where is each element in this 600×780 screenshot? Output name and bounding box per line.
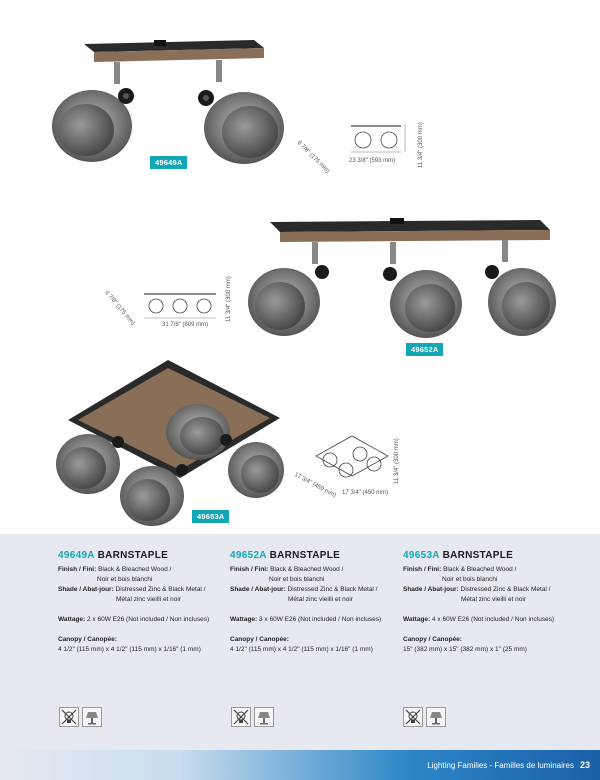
finish-value-en: Black & Bleached Wood / (270, 566, 344, 573)
shade-label: Shade / Abat-jour: (230, 586, 286, 593)
dimension-height-49652a: 11 3/4" (300 mm) (226, 276, 232, 322)
dimension-height-49649a: 11 3/4" (300 mm) (418, 122, 424, 168)
shade-label: Shade / Abat-jour: (58, 586, 114, 593)
dimension-width-49649a: 23 3/8" (593 mm) (349, 158, 396, 164)
page-number: 23 (579, 760, 590, 770)
spec-name: BARNSTAPLE (442, 550, 514, 561)
spec-title (403, 550, 588, 561)
finish-value-fr: Noir et bois blanchi (269, 576, 325, 583)
dimension-height-49653a: 11 3/4" (300 mm) (394, 438, 400, 484)
dimension-sketch-49652a (140, 288, 220, 320)
shade-value-fr: Métal zinc vieilli et noir (116, 596, 182, 603)
dimension-width-49653a: 17 3/4" (450 mm) (342, 490, 389, 496)
product-photo-49653a (48, 358, 288, 528)
canopy-label: Canopy / Canopée: (58, 636, 117, 643)
finish-label: Finish / Fini: (58, 566, 97, 573)
no-dimmer-icon (403, 707, 423, 727)
wattage-value: 2 x 60W E26 (Not included / Non incluses) (87, 616, 210, 623)
finish-value-en: Black & Bleached Wood / (443, 566, 517, 573)
product-photo-49652a (240, 212, 558, 342)
dimension-depth-49652a: 6 7/8" (175 mm) (103, 290, 136, 327)
finish-value-en: Black & Bleached Wood / (98, 566, 172, 573)
spec-code: 49649A (58, 550, 95, 561)
product-code-tag-49649a: 49649A (150, 156, 187, 169)
spec-name: BARNSTAPLE (269, 550, 341, 561)
shade-value-en: Distressed Zinc & Black Metal / (460, 586, 551, 593)
lamp-type-icon (426, 707, 446, 727)
finish-value-fr: Noir et bois blanchi (442, 576, 498, 583)
wattage-label: Wattage: (58, 616, 86, 623)
footer-title: Lighting Families - Familles de luminaires (427, 761, 574, 770)
wattage-label: Wattage: (230, 616, 258, 623)
wattage-label: Wattage: (403, 616, 431, 623)
no-dimmer-icon (59, 707, 79, 727)
spec-column-49652a (230, 550, 415, 655)
canopy-value: 4 1/2" (115 mm) x 4 1/2" (115 mm) x 1/16" (1 mm) (58, 646, 201, 653)
canopy-label: Canopy / Canopée: (403, 636, 462, 643)
finish-value-fr: Noir et bois blanchi (97, 576, 153, 583)
shade-value-fr: Métal zinc vieilli et noir (461, 596, 527, 603)
spec-title (230, 550, 415, 561)
shade-value-fr: Métal zinc vieilli et noir (288, 596, 354, 603)
dimension-sketch-49649a (345, 120, 407, 156)
dimension-width-49652a: 31 7/8" (809 mm) (162, 322, 209, 328)
shade-value-en: Distressed Zinc & Black Metal / (115, 586, 206, 593)
product-code-tag-49653a: 49653A (192, 510, 229, 523)
finish-label: Finish / Fini: (230, 566, 269, 573)
no-dimmer-icon (231, 707, 251, 727)
lamp-type-icon (82, 707, 102, 727)
spec-name: BARNSTAPLE (97, 550, 169, 561)
product-photo-49649a (44, 34, 284, 174)
shade-value-en: Distressed Zinc & Black Metal / (287, 586, 378, 593)
footer (427, 751, 590, 779)
spec-column-49653a (403, 550, 588, 655)
dimension-depth-49649a: 6 7/8" (175 mm) (295, 140, 331, 175)
dimension-depth-49653a: 17 3/4" (450 mm) (293, 472, 337, 499)
lamp-type-icon (254, 707, 274, 727)
canopy-label: Canopy / Canopée: (230, 636, 289, 643)
spec-title (58, 550, 243, 561)
spec-code: 49652A (230, 550, 267, 561)
canopy-value: 4 1/2" (115 mm) x 4 1/2" (115 mm) x 1/16" (1 mm) (230, 646, 373, 653)
spec-column-49649a (58, 550, 243, 655)
wattage-value: 3 x 60W E26 (Not included / Non incluses) (259, 616, 382, 623)
spec-code: 49653A (403, 550, 440, 561)
dimension-sketch-49653a (312, 432, 392, 488)
shade-label: Shade / Abat-jour: (403, 586, 459, 593)
product-code-tag-49652a: 49652A (406, 343, 443, 356)
finish-label: Finish / Fini: (403, 566, 442, 573)
canopy-value: 15" (382 mm) x 15" (382 mm) x 1" (25 mm) (403, 646, 527, 653)
wattage-value: 4 x 60W E26 (Not included / Non incluses) (432, 616, 555, 623)
